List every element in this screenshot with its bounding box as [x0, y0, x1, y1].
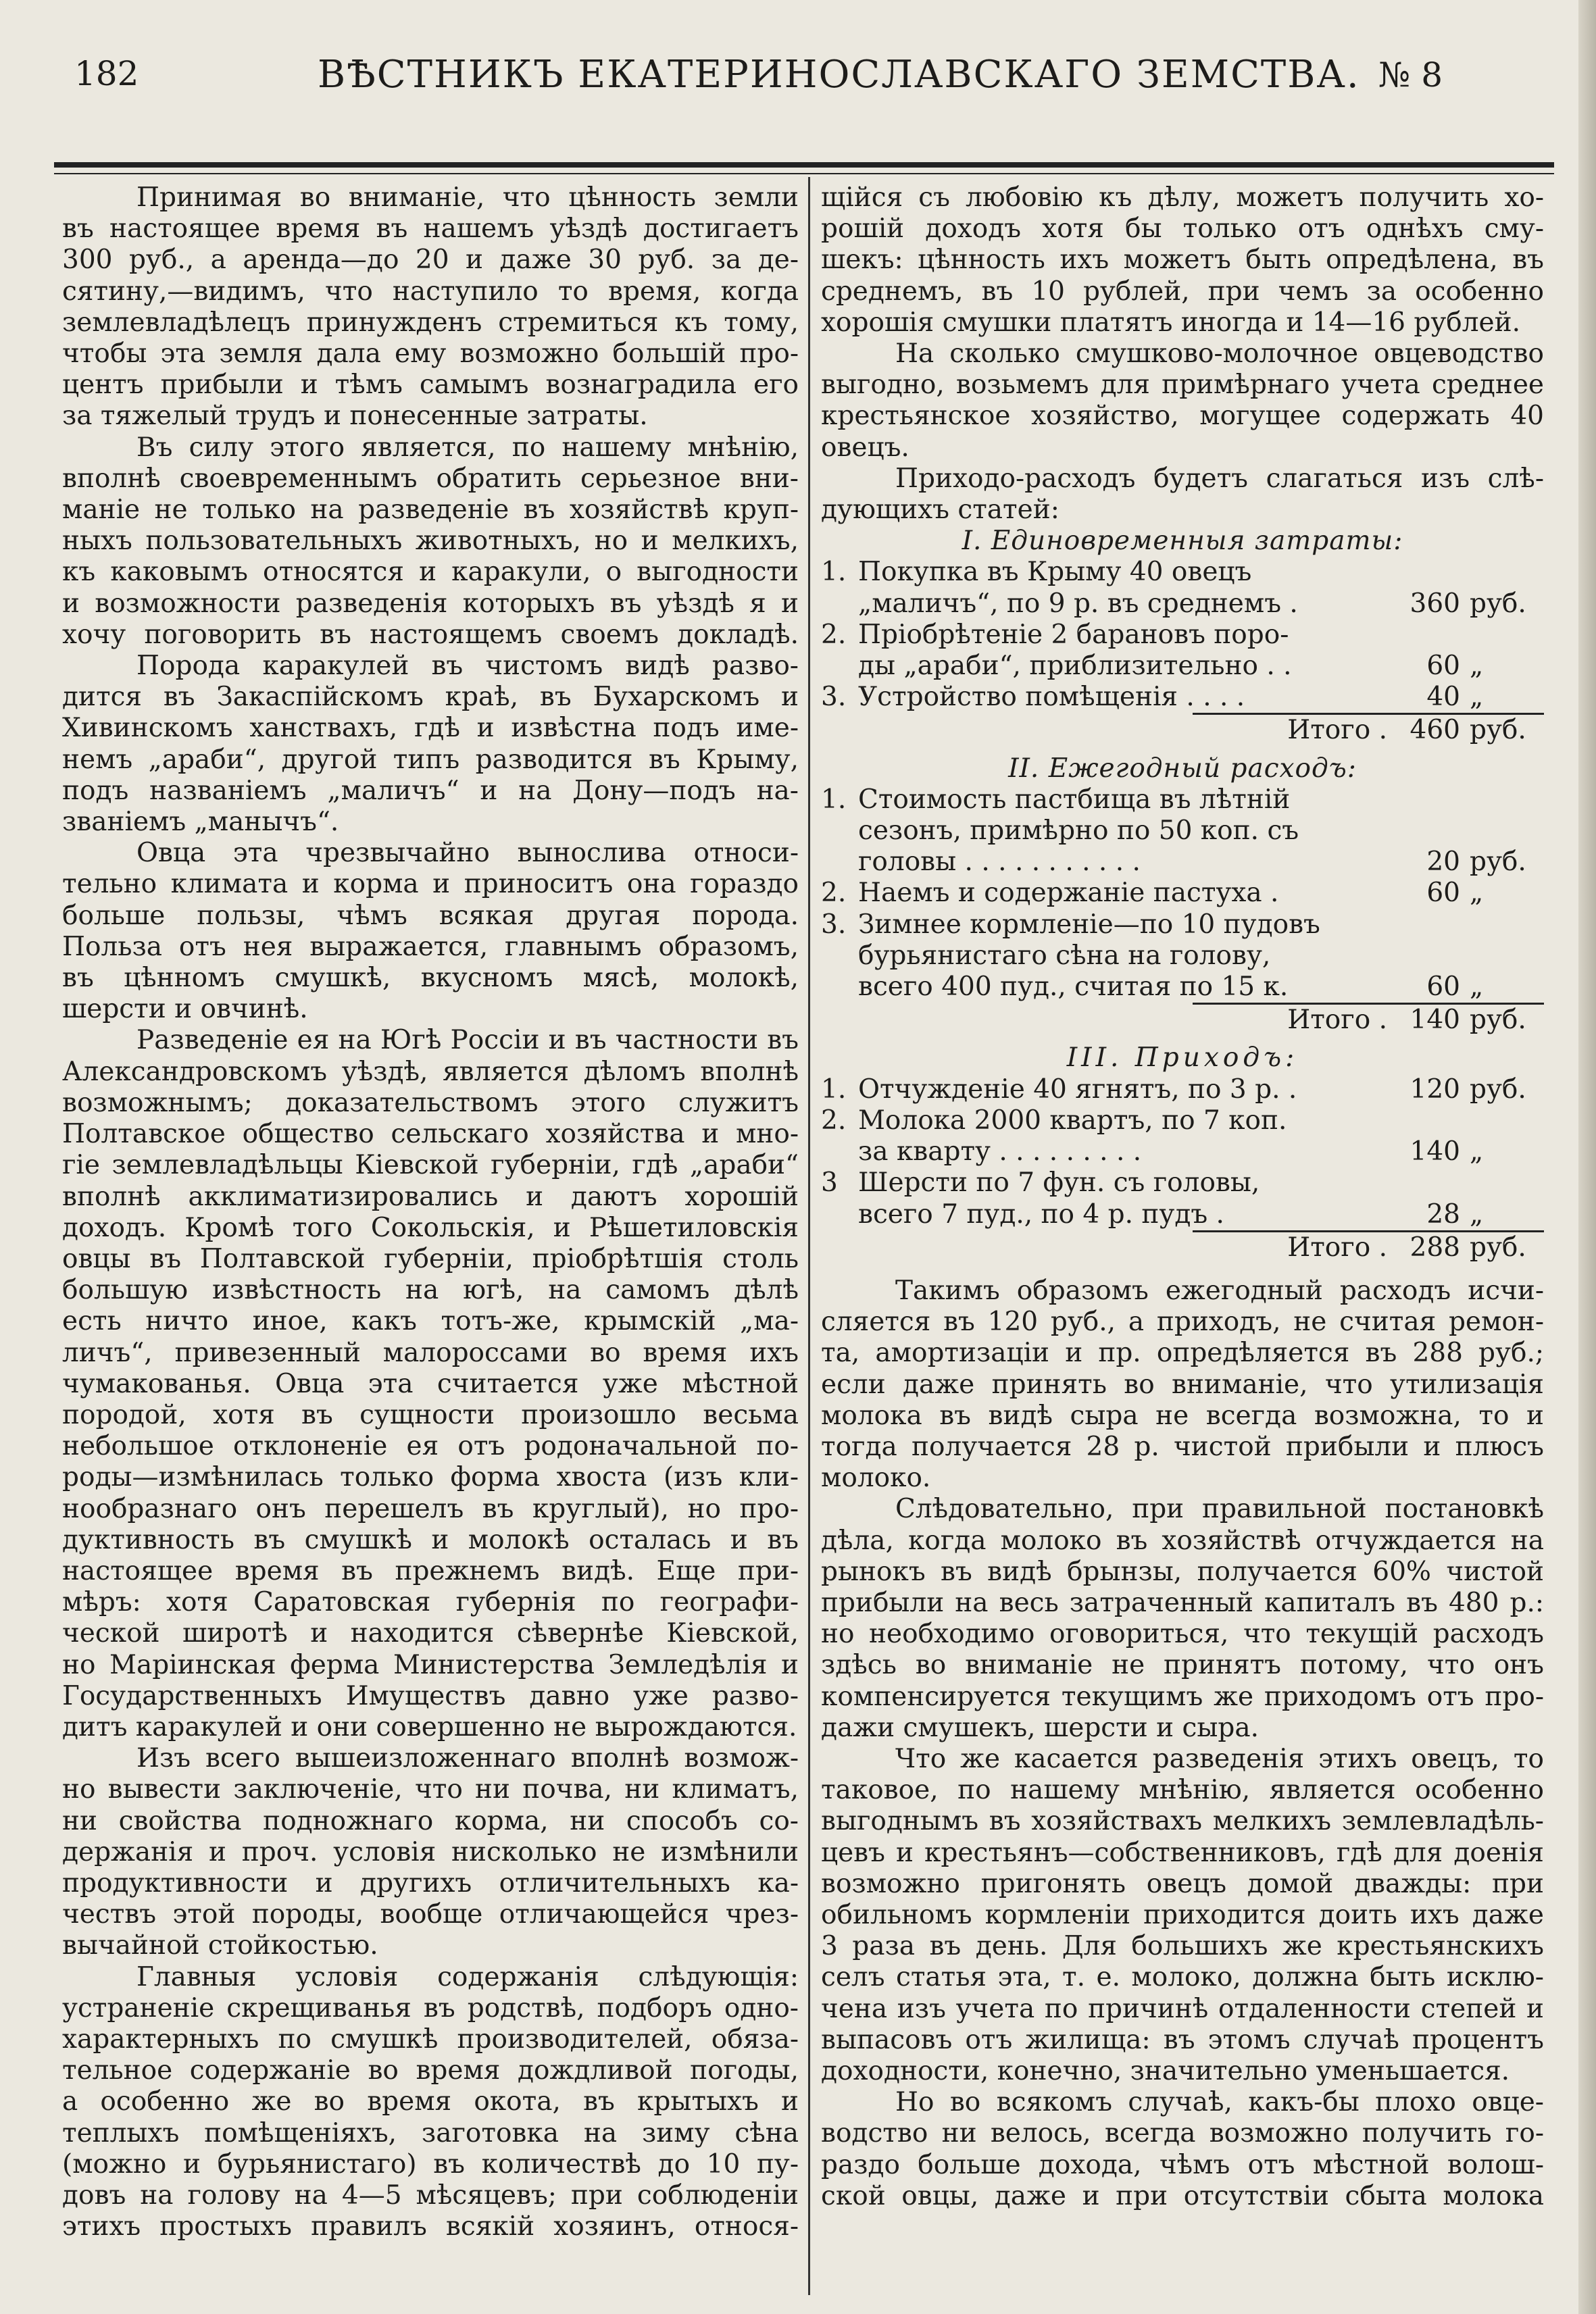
text-line: нообразнаго онъ перешелъ въ круглый), но про-	[62, 1493, 799, 1524]
ledger-row	[821, 1105, 1544, 1136]
item-number: 3	[821, 1167, 838, 1199]
text-line: прибыли на весь затраченный капиталъ въ 480 р.:	[821, 1587, 1544, 1618]
item-unit: „	[1470, 878, 1484, 909]
text-line: ни свойства подножнаго корма, ни способъ со-	[62, 1805, 799, 1836]
total-amount: 460	[1410, 715, 1460, 746]
header-rule-thick	[54, 162, 1554, 168]
item-unit: „	[1470, 1199, 1484, 1230]
item-amount: 40	[1426, 682, 1460, 713]
text-line: держанія и проч. условія нисколько не измѣнили	[62, 1836, 799, 1867]
text-line: устраненіе скрещиванья въ родствѣ, подборъ одно-	[62, 1992, 799, 2023]
text-line: породой, хотя въ сущности произошло весьма	[62, 1399, 799, 1430]
text-line: молоко.	[821, 1463, 931, 1494]
text-line: центъ прибыли и тѣмъ самымъ вознаградила его	[62, 370, 799, 401]
section-total	[1193, 1230, 1544, 1263]
text-line: дуктивность въ смушкѣ и молокѣ осталась и въ	[62, 1524, 799, 1555]
item-amount: 140	[1410, 1136, 1460, 1167]
item-amount: 120	[1410, 1074, 1460, 1105]
total-label: Итого .	[1287, 1232, 1387, 1263]
text-line: но вывести заключеніе, что ни почва, ни климатъ,	[62, 1774, 799, 1805]
text-line: чумакованья. Овца эта считается уже мѣстной	[62, 1368, 799, 1399]
text-line: чтобы эта земля дала ему возможно большій про-	[62, 338, 799, 370]
text-line: Полтавское общество сельскаго хозяйства и мно-	[62, 1119, 799, 1150]
text-line: если даже принять во вниманіе, что утилизація	[821, 1369, 1544, 1400]
item-unit: „	[1470, 972, 1484, 1003]
text-line: обильномъ кормленіи приходится доить ихъ даже	[821, 1899, 1544, 1930]
text-line: выгоднымъ въ хозяйствахъ мелкихъ землевладѣль-	[821, 1806, 1544, 1837]
ledger-row	[821, 620, 1544, 651]
text-line: больше пользы, чѣмъ всякая другая порода.	[62, 900, 799, 931]
ledger-row	[821, 972, 1544, 1003]
text-line: тельное содержаніе во время дождливой погоды,	[62, 2055, 799, 2086]
text-line: довъ на голову на 4—5 мѣсяцевъ; при соблюденіи	[62, 2180, 799, 2211]
item-number: 1.	[821, 557, 847, 588]
text-line: та, амортизаціи и пр. опредѣляется въ 288 руб.;	[821, 1338, 1544, 1369]
text-line: Въ силу этого является, по нашему мнѣнію,	[136, 432, 799, 463]
total-amount: 140	[1410, 1005, 1460, 1036]
page-number: 182	[74, 54, 139, 93]
item-amount: 60	[1426, 972, 1460, 1003]
text-line: настоящее время въ прежнемъ видѣ. Еще при-	[62, 1555, 799, 1586]
text-line: возможнымъ; доказательствомъ этого служитъ	[62, 1087, 799, 1118]
text-line: здѣсь во вниманіе не принятъ потому, что онъ	[821, 1650, 1544, 1681]
text-line: Хивинскомъ ханствахъ, гдѣ и извѣстна подъ име-	[62, 713, 799, 744]
item-text-continued: „маличъ“, по 9 р. въ среднемъ .	[858, 588, 1298, 619]
text-line: характерныхъ по смушкѣ производителей, обяза-	[62, 2023, 799, 2055]
text-line: цевъ и крестьянъ—собственниковъ, гдѣ для доенія	[821, 1837, 1544, 1868]
text-line: гіе землевладѣльцы Кіевской губерніи, гдѣ „араби“	[62, 1150, 799, 1181]
item-number: 1.	[821, 1074, 847, 1105]
text-line: крестьянское хозяйство, могущее содержать 40	[821, 401, 1544, 432]
ledger-row	[821, 1074, 1544, 1105]
text-line: На сколько смушково-молочное овцеводство	[895, 338, 1544, 370]
total-label: Итого .	[1287, 1005, 1387, 1036]
text-line: землевладѣлецъ принужденъ стремиться къ тому,	[62, 307, 799, 338]
ledger-row	[821, 909, 1544, 940]
header-rule-thin	[54, 173, 1554, 174]
item-amount: 60	[1426, 878, 1460, 909]
item-text: Шерсти по 7 фун. съ головы,	[858, 1167, 1260, 1199]
item-unit: „	[1470, 682, 1484, 713]
text-line: овецъ.	[821, 432, 909, 463]
text-line: Главныя условія содержанія слѣдующія:	[136, 1961, 799, 1992]
text-line: дѣла, когда молоко въ хозяйствѣ отчуждается на	[821, 1525, 1544, 1556]
text-line: рынокъ въ видѣ брынзы, получается 60% чистой	[821, 1556, 1544, 1587]
text-line: 3 раза въ день. Для большихъ же крестьянскихъ	[821, 1931, 1544, 1962]
text-line: въ цѣнномъ смушкѣ, вкусномъ мясѣ, молокѣ,	[62, 963, 799, 994]
text-line: въ настоящее время въ нашемъ уѣздѣ достигаетъ	[62, 213, 799, 245]
ledger-row	[821, 1167, 1544, 1199]
text-line: селъ статья эта, т. е. молоко, должна быть исклю-	[821, 1962, 1544, 1993]
text-line: личъ“, привезенный малороссами во время ихъ	[62, 1337, 799, 1368]
text-line: хочу поговорить въ настоящемъ своемъ докладѣ.	[62, 619, 799, 650]
text-line: вычайной стойкостью.	[62, 1930, 378, 1961]
text-line: возможно пригонять овецъ домой дважды: при	[821, 1868, 1544, 1899]
text-line: роды—измѣнилась только форма хвоста (изъ кли-	[62, 1462, 799, 1493]
item-text: Молока 2000 квартъ, по 7 коп.	[858, 1105, 1287, 1136]
section-title-one-time-costs: I. Единовременныя затраты:	[962, 526, 1403, 557]
ledger-row	[821, 847, 1544, 878]
text-line: подъ названіемъ „маличъ“ и на Дону—подъ на-	[62, 775, 799, 806]
text-line: выгодно, возьмемъ для примѣрнаго учета среднее	[821, 370, 1544, 401]
text-line: за тяжелый трудъ и понесенные затраты.	[62, 401, 648, 432]
ledger-row	[821, 784, 1544, 815]
item-text: Отчужденіе 40 ягнятъ, по 3 р. .	[858, 1074, 1297, 1105]
text-line: большую извѣстность на югѣ, на самомъ дѣлѣ	[62, 1275, 799, 1306]
left-column	[62, 182, 799, 2242]
section-title-income: III. Приходъ:	[1066, 1042, 1299, 1074]
column-divider	[808, 177, 810, 2295]
text-line: и возможности разведенія которыхъ въ уѣздѣ я и	[62, 588, 799, 619]
issue-number: № 8	[1378, 55, 1443, 95]
text-line: этихъ простыхъ правилъ всякій хозяинъ, относя-	[62, 2211, 799, 2242]
item-amount: 60	[1426, 651, 1460, 682]
text-line: званіемъ „манычъ“.	[62, 807, 339, 838]
text-line: вполнѣ своевременнымъ обратить серьезное вни-	[62, 463, 799, 494]
item-text: Стоимость пастбища въ лѣтній	[858, 784, 1291, 815]
item-amount: 28	[1426, 1199, 1460, 1230]
text-line: хорошія смушки платятъ иногда и 14—16 рублей.	[821, 307, 1521, 338]
text-line: дится въ Закаспійскомъ краѣ, въ Бухарскомъ и	[62, 682, 799, 713]
section-title-annual-expense: II. Ежегодный расходъ:	[1008, 753, 1357, 784]
item-unit: руб.	[1470, 847, 1526, 878]
text-line: небольшое отклоненіе ея отъ родоначальной по-	[62, 1431, 799, 1462]
item-amount: 360	[1410, 588, 1460, 619]
text-line: тельно климата и корма и приноситъ она гораздо	[62, 869, 799, 900]
item-number: 1.	[821, 784, 847, 815]
item-number: 2.	[821, 878, 847, 909]
text-line: шерсти и овчинѣ.	[62, 994, 308, 1025]
text-line: водство ни велось, всегда возможно получить го-	[821, 2118, 1544, 2149]
text-line: таковое, по нашему мнѣнію, является особенно	[821, 1775, 1544, 1806]
text-line: но необходимо оговориться, что текущій расходъ	[821, 1619, 1544, 1650]
text-line: Такимъ образомъ ежегодный расходъ исчи-	[895, 1275, 1544, 1306]
item-amount: 20	[1426, 847, 1460, 878]
text-line: Приходо-расходъ будетъ слагаться изъ слѣ-	[895, 463, 1544, 494]
item-number: 3.	[821, 682, 847, 713]
total-unit: руб.	[1470, 1005, 1526, 1036]
ledger-row	[821, 1199, 1544, 1230]
text-line: Но во всякомъ случаѣ, какъ-бы плохо овце-	[895, 2087, 1544, 2118]
text-line: къ каковымъ относятся и каракули, о выгодности	[62, 557, 799, 588]
text-line: вполнѣ акклиматизировались и даютъ хорошій	[62, 1181, 799, 1212]
item-text-continued: всего 400 пуд., считая по 15 к.	[858, 972, 1289, 1003]
total-amount: 288	[1410, 1232, 1460, 1263]
text-line: но Маріинская ферма Министерства Земледѣлія и	[62, 1649, 799, 1680]
text-line: продуктивности и другихъ отличительныхъ ка-	[62, 1867, 799, 1898]
text-line: Принимая во вниманіе, что цѣнность земли	[136, 182, 799, 213]
section-total	[1193, 1003, 1544, 1036]
ledger-row	[821, 682, 1544, 713]
text-line: компенсируется текущимъ же приходомъ отъ про-	[821, 1681, 1544, 1712]
text-line: Что же касается разведенія этихъ овецъ, то	[895, 1743, 1544, 1774]
item-text: Устройство помѣщенія . . . .	[858, 682, 1245, 713]
text-line: Государственныхъ Имуществъ давно уже разво-	[62, 1680, 799, 1711]
text-line: а особенно же во время окота, въ крытыхъ и	[62, 2086, 799, 2117]
text-line: ныхъ пользовательныхъ животныхъ, но и мелкихъ,	[62, 526, 799, 557]
text-line: щійся съ любовію къ дѣлу, можетъ получить хо-	[821, 182, 1544, 213]
total-unit: руб.	[1470, 1232, 1526, 1263]
item-unit: руб.	[1470, 1074, 1526, 1105]
item-unit: руб.	[1470, 588, 1526, 619]
item-number: 2.	[821, 1105, 847, 1136]
text-line: мѣръ: хотя Саратовская губернія по географи-	[62, 1587, 799, 1618]
text-line: Изъ всего вышеизложеннаго вполнѣ возмож-	[136, 1743, 799, 1774]
text-line: маніе не только на разведеніе въ хозяйствѣ круп-	[62, 495, 799, 526]
item-text-continued: за кварту . . . . . . . . .	[858, 1136, 1142, 1167]
text-line: теплыхъ помѣщеніяхъ, заготовка на зиму сѣна	[62, 2117, 799, 2148]
item-text-continued: ды „араби“, приблизительно . .	[858, 651, 1292, 682]
item-text: Наемъ и содержаніе пастуха .	[858, 878, 1279, 909]
text-line: (можно и бурьянистаго) въ количествѣ до 10 пу-	[62, 2148, 799, 2180]
ledger-row	[821, 651, 1544, 682]
next-page-edge	[1578, 0, 1596, 2314]
total-label: Итого .	[1287, 715, 1387, 746]
item-text-continued: всего 7 пуд., по 4 р. пудъ .	[858, 1199, 1224, 1230]
text-line: дитъ каракулей и они совершенно не вырождаются.	[62, 1711, 797, 1742]
text-line: чена изъ учета по причинѣ отдаленности степей и	[821, 1993, 1544, 2024]
item-text-continued: сезонъ, примѣрно по 50 коп. съ	[858, 815, 1299, 847]
text-line: немъ „араби“, другой типъ разводится въ Крыму,	[62, 744, 799, 775]
text-line: доходъ. Кромѣ того Сокольскія, и Рѣшетиловскія	[62, 1212, 799, 1243]
text-line: чествъ этой породы, вообще отличающейся чрез-	[62, 1899, 799, 1930]
text-line: доходности, конечно, значительно уменьшается.	[821, 2055, 1510, 2086]
ledger-row	[821, 940, 1544, 972]
text-line: среднемъ, въ 10 рублей, при чемъ за особенно	[821, 276, 1544, 307]
text-line: есть ничто иное, какъ тотъ-же, крымскій „ма-	[62, 1306, 799, 1337]
total-unit: руб.	[1470, 715, 1526, 746]
item-number: 3.	[821, 909, 847, 940]
text-line: ской овцы, даже и при отсутствіи сбыта молока	[821, 2180, 1544, 2211]
text-line: дующихъ статей:	[821, 495, 1059, 526]
item-unit: „	[1470, 1136, 1484, 1167]
text-line: молока въ видѣ сыра не всегда возможна, то и	[821, 1400, 1544, 1431]
text-line: Порода каракулей въ чистомъ видѣ разво-	[136, 651, 799, 682]
text-line: рошій доходъ хотя бы только отъ однѣхъ сму-	[821, 213, 1544, 245]
text-line: Овца эта чрезвычайно вынослива относи-	[136, 838, 799, 869]
text-line: овцы въ Полтавской губерніи, пріобрѣтшія столь	[62, 1243, 799, 1274]
section-total	[1193, 713, 1544, 746]
ledger-row	[821, 878, 1544, 909]
item-number: 2.	[821, 619, 847, 650]
item-unit: „	[1470, 651, 1484, 682]
item-text-continued: головы . . . . . . . . . . .	[858, 847, 1141, 878]
ledger-row	[821, 557, 1544, 588]
text-line: Александровскомъ уѣздѣ, является дѣломъ вполнѣ	[62, 1056, 799, 1087]
item-text-continued: бурьянистаго сѣна на голову,	[858, 940, 1271, 971]
right-column	[821, 182, 1544, 2212]
text-line: сляется въ 120 руб., а приходъ, не считая ремон-	[821, 1307, 1544, 1338]
item-text: Покупка въ Крыму 40 овецъ	[858, 557, 1252, 588]
text-line: раздо больше дохода, чѣмъ отъ мѣстной волош-	[821, 2149, 1544, 2180]
ledger-row	[821, 588, 1544, 620]
text-line: сятину,—видимъ, что наступило то время, когда	[62, 276, 799, 307]
text-line: Польза отъ нея выражается, главнымъ образомъ,	[62, 931, 799, 962]
item-text: Пріобрѣтеніе 2 барановъ поро-	[858, 619, 1289, 650]
text-line: шекъ: цѣнность ихъ можетъ быть опредѣлена, въ	[821, 245, 1544, 276]
journal-title: ВѢСТНИКЪ ЕКАТЕРИНОСЛАВСКАГО ЗЕМСТВА.	[318, 53, 1360, 97]
item-text: Зимнее кормленіе—по 10 пудовъ	[858, 909, 1320, 940]
text-line: дажи смушекъ, шерсти и сыра.	[821, 1712, 1259, 1743]
text-line: Слѣдовательно, при правильной постановкѣ	[895, 1494, 1544, 1525]
text-line: выпасовъ отъ жилища: въ этомъ случаѣ процентъ	[821, 2024, 1544, 2055]
ledger-row	[821, 1136, 1544, 1167]
text-line: тогда получается 28 р. чистой прибыли и плюсъ	[821, 1431, 1544, 1462]
text-line: Разведеніе ея на Югѣ Россіи и въ частности въ	[136, 1025, 799, 1056]
text-line: 300 руб., а аренда—до 20 и даже 30 руб. за де-	[62, 245, 799, 276]
ledger-row	[821, 815, 1544, 847]
text-line: ческой широтѣ и находится сѣвернѣе Кіевской,	[62, 1618, 799, 1649]
